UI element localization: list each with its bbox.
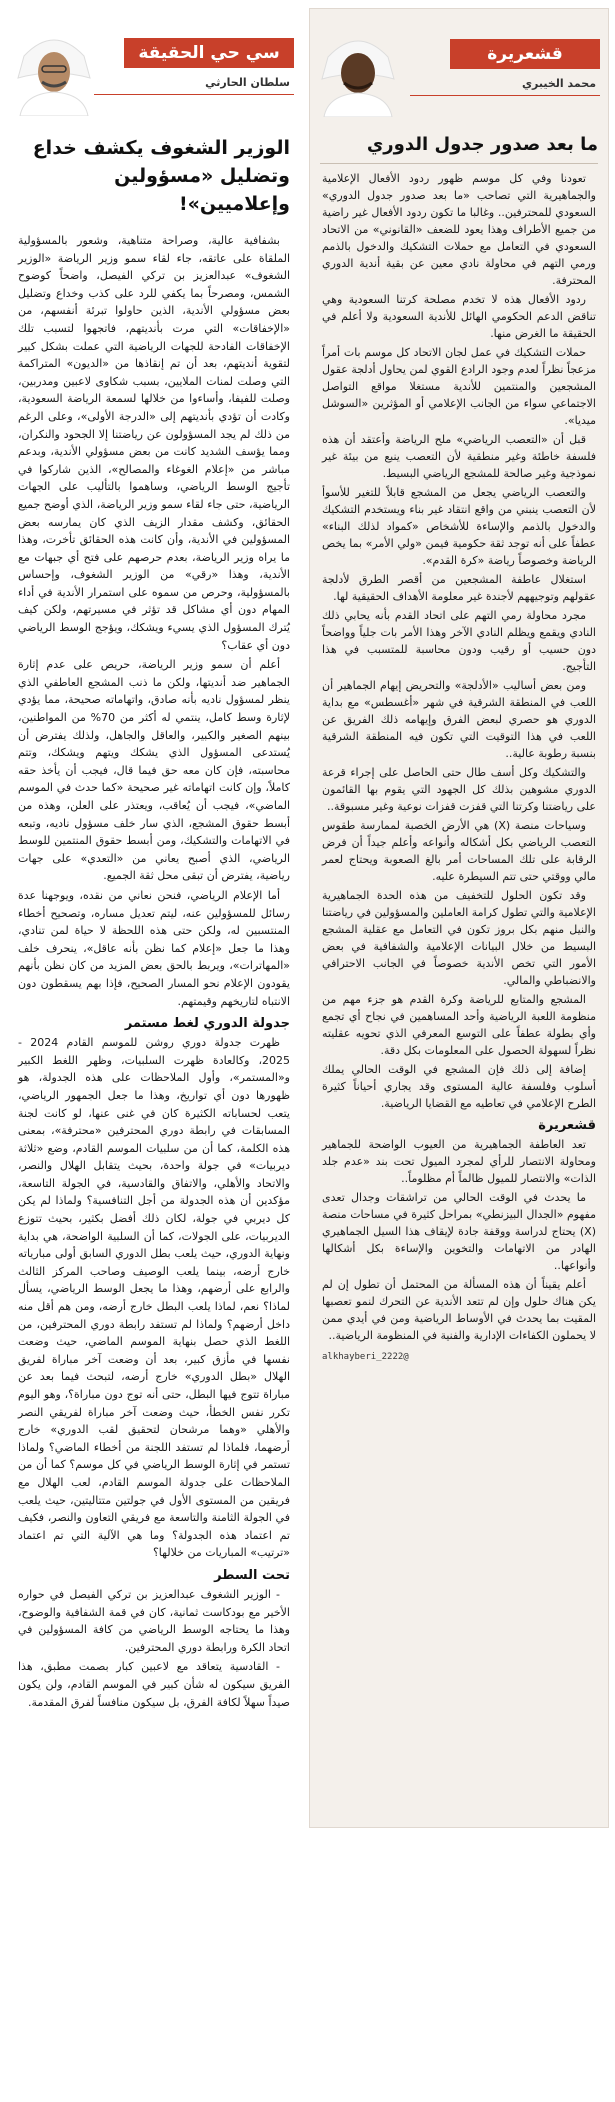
article-paragraph: استغلال عاطفة المشجعين من أقصر الطرق لأدلجة عقولهم وتوجيههم لأجندة غير معلومة الأهداف الحقيقية لها.	[322, 573, 596, 603]
section-subheading: قشعريرة	[538, 1118, 596, 1133]
article-paragraph: والتعصب الرياضي يجعل من المشجع قابلاً للتغير للأسوأ لأن التعصب ينبني من واقع انتقاد غير بناء ويستخدم التشكيك والدخول بالذمم والإساءة للأشخاص «كمواد لذلك البناء» عطفاً على أنه توجد ثقة حكومية فيمن «ولي الأمر» بما يخص الرياضة وخصوصاً رياضة «كرة القدم».	[322, 486, 596, 567]
left-column-banner	[6, 8, 302, 126]
article-paragraph: وسياحات منصة (X) هي الأرض الخصبة لممارسة طقوس التعصب الرياضي بكل أشكاله وأنواعه وأعلم جيداً أن فرض الرقابة على تلك المساحات أمر بالغ الصعوبة ويحتاج لعمر مالي ووقتي حتى تتم السيطرة عليه.	[322, 819, 596, 883]
banner-rule	[410, 95, 600, 96]
article-paragraph: ومن بعض أساليب «الأدلجة» والتحريض إيهام الجماهير أن اللعب في المنطقة الشرقية في شهر «أغسطس» مع بداية الدوري هو حصري لبعض الفرق وإيهامه ذلك الفريق عن اللعب في هذا التوقيت التي تكون فيه المنطقة الشرقية بنسبة رطوبة عالية..	[322, 679, 596, 760]
author-name: محمد الخيبري	[521, 77, 596, 90]
article-paragraph: - الوزير الشغوف عبدالعزيز بن تركي الفيصل في حواره الأخير مع بودكاست ثمانية، كان في قمة الشفافية والوضوح، وهذا ما يحتاجه الوسط الرياضي من كافة المسؤولين في اتحاد الكرة ورابطة دوري المحترفين.	[18, 1587, 290, 1654]
article-paragraph: حملات التشكيك في عمل لجان الاتحاد كل موسم بات أمراً مزعجاً نظراً لعدم وجود الرادع القوي لمن يحاول أدلجة عقول المشجعين والمنتمين للأندية مستغلا مواقع التواصل الاجتماعي سواء من الجانب الإعلامي أو المؤثرين «السوشل ميديا».	[322, 346, 596, 427]
article-body	[310, 164, 608, 1344]
article-paragraph: قبل أن «التعصب الرياضي» ملح الرياضة وأعتقد أن هذه فلسفة خاطئة وغير منطقية لأن التعصب ينبع من بيئة غير نموذجية وغير صالحة للمشجع الرياضي البسيط.	[322, 433, 596, 480]
article-paragraph: أعلم يقيناً أن هذه المسألة من المحتمل أن تطول إن لم يكن هناك حلول وإن لم تتعد الأندية عن التحرك لنمو تعصبها المقيت بما يحدث في الأوساط الرياضية ومن في أيدي ممن لا يحملون الكفاءات الإدارية والفنية في المنظومة الرياضية..	[322, 1278, 596, 1342]
article-paragraph: ردود الأفعال هذه لا تخدم مصلحة كرتنا السعودية وهي تناقض الدعم الحكومي الهائل للأندية السعودية ولا أعلم في الحقيقة ما الغرض منها.	[322, 293, 596, 340]
right-article-column	[309, 8, 609, 1828]
article-paragraph: وقد تكون الحلول للتخفيف من هذه الحدة الجماهيرية الإعلامية والتي تطول كرامة العاملين والمسؤولين في رياضتنا والنيل منهم بكل بروز تكون في التعامل مع عقلية المشجع البسيط من خلال البيانات الإعلامية والشفافية في بعض الأمور التي تخص الأندية خصوصاً في الجانب الاحترافي والانضباطي والمالي.	[322, 889, 596, 987]
author-handle[interactable]: alkhayberi_2222@	[322, 1352, 409, 1362]
article-paragraph: - القادسية يتعاقد مع لاعبين كبار بصمت مطبق، هذا الفريق سيكون له شأن كبير في الموسم القادم، ولن يكون صيداً سهلاً لكافة الفرق، بل سيكون منافساً لفرق المقدمة.	[18, 1660, 290, 1709]
article-paragraph: إضافة إلى ذلك فإن المشجع في الوقت الحالي يملك أسلوب وفلسفة عالية المستوى وقد يجاري أحياناً كثيرة الطرح الإعلامي في تعاطيه مع القضايا الرياضية.	[322, 1063, 596, 1110]
banner-rule	[94, 94, 294, 95]
author-name: سلطان الحارثي	[205, 76, 290, 89]
column-name-badge: قشعريرة	[450, 39, 600, 69]
article-paragraph: المشجع والمتابع للرياضة وكرة القدم هو جزء مهم من منظومة اللعبة الرياضية وأحد المساهمين في نجاح أي تجمع وأي بطولة عطفاً على التوسع المعرفي الذي تحويه عقليته نظراً لسهولة الحصول على المعلومات بكل دقة.	[322, 993, 596, 1057]
article-paragraph: ما يحدث في الوقت الحالي من تراشقات وجدال تعدى مفهوم «الجدال البيزنطي» بمراحل كثيرة في مساحات منصة (X) يحتاج لدراسة ووقفة جادة لإيقاف هذا السيل الجماهيري الهادر من الاتهامات والتخوين والإساءة بكل أشكالها وأنواعها..	[322, 1191, 596, 1272]
article-paragraph: ظهرت جدولة دوري روشن للموسم القادم 2024 - 2025، وكالعادة ظهرت السلبيات، وظهر اللغط الكبير و«المستمر»، وأول الملاحظات على هذه الجدولة، هو ظهورها دون أي تواريخ، وهذا ما جعل الجمهور الرياضي، يتعب لحساباته الكثيرة كان في غنى عنها، لو كانت لجنة المسابقات في رابطة دوري المحترفين «محترفة»، بمعنى هذه الكلمة، كما أن من سلبيات الموسم القادم، وضع «ثلاثة ديربيات» في جولة واحدة، بحيث يتقابل الهلال والنصر، والاتحاد والأهلي، والاتفاق والقادسية، في الجولة التاسعة، مؤكدين أن هذه الجدولة من أجل التنافسية؟ ولماذا لم يكن كل ديربي في جولة، لكان ذلك أفضل بكثير، بحيث تتوزع الديربيات، على الجولات، كما أن السلبية الواضحة، هي بداية ونهاية الدوري، حيث يلعب بطل الدوري السابق أولى مبارياته خارج أرضه، بينما يلعب الوصيف وصاحب المركز الثالث والرابع على أرضهم، وهذا ما يجعل الوسط الرياضي، يسأل لماذا؟ نعم، لماذا يلعب البطل خارج أرضه، ومن هم أقل منه داخل أرضهم؟ ولماذا لم تستفد رابطة دوري المحترفين، من اللغط الذي حصل بنهاية الموسم الماضي، حيث وضعت نفسها في مأزق كبير، بعد أن وضعت آخر مباراة لفريق الهلال «بطل الدوري» خارج أرضه، لتبحث فيما بعد عن مباراة تتوج فيها البطل، حتى أنه توج دون مباراة؟، وهو اليوم تكرر نفس الخطأ، حيث وضعت آخر مباراة لفريقي النصر والأهلي «وهما مرشحان لتحقيق لقب الدوري» خارج أرضهما، فلماذا لم تستفد اللجنة من أخطاء الماضي؟ ولماذا تستمر في إثارة الوسط الرياضي في كل موسم؟ كما أن من الملاحظات على جدولة الموسم القادم، لعب الهلال مع فريقين من المستوى الأول في جولتين متتاليتين، حيث يلعب في الجولة الثامنة والتاسعة مع فريقي التعاون والنصر، فكيف تم اعتماد هذه الجدولة؟ وما هي الآلية التي تم اعتماد «ترتيب» المباريات من خلالها؟	[18, 1036, 290, 1560]
right-column-banner	[310, 9, 608, 127]
article-paragraph: والتشكيك وكل أسف طال حتى الحاصل على إجراء قرعة الدوري مشوهين بذلك كل الجهود التي يقوم بها القائمون على رياضتنا وكرتنا التي قفزت قفزات نوعية وغير مسبوقة..	[322, 766, 596, 813]
article-body	[6, 226, 302, 1711]
section-subheading: جدولة الدوري لغط مستمر	[124, 1016, 290, 1032]
author-photo-left	[12, 16, 96, 116]
article-paragraph: مجرد محاولة رمي التهم على اتحاد القدم بأنه يحابي ذلك النادي ويقمع ويظلم النادي الآخر وهذا الأمر بات جلياً وواضحاً دون حسيب أو رقيب ودون محاسبة للمتسبب في هذا التأجيج.	[322, 609, 596, 673]
column-name-badge: سي حي الحقيقة	[124, 38, 294, 68]
article-headline: ما بعد صدور جدول الدوري	[320, 133, 598, 164]
article-paragraph: تعودنا وفي كل موسم ظهور ردود الأفعال الإعلامية والجماهيرية التي تصاحب «ما بعد صدور جدول الدوري» السعودي للمحترفين.. وغالبا ما تكون ردود الأفعال غير راضية من جميع الأطراف وهذا يعود للضعف «القانوني» من الاتحاد السعودي في التعامل مع حملات التشكيك والدخول بالذمم ورمي التهم في محاولة نادي معين عن بقية أندية الدوري المحترفة.	[322, 172, 596, 287]
section-subheading: تحت السطر	[214, 1567, 290, 1583]
left-article-column	[6, 8, 302, 2098]
article-paragraph: أعلم أن سمو وزير الرياضة، حريص على عدم إثارة الجماهير ضد أنديتها، ولكن ما ذنب المشجع العاطفي الذي ينظر لمسؤول ناديه بأنه صادق، واتهاماته صحيحة، مما يؤدي لإثارة وسط كامل، ينتمي له أكثر من 70% من المواطنين، بينهم الصغير والكبير، والعاقل والجاهل، ولذلك يفترض أن يُستدعى المسؤول الذي يشكك ويتهم ويشكك، وتتم محاسبته، فإن كان معه حق فيما قال، فيجب أن يأخذ حقه كاملاً، وإن كانت اتهاماته غير صحيحة «كما حدث في الموسم الماضي»، فيجب أن يُعاقب، ويعتذر على العلن، وهذه من أبسط حقوق المشجع، الذي سار خلف مسؤول ناديه، وتبعه في الاتهامات والتشكيك، ومن أبسط حقوق المنتمين للوسط الرياضي، الذي أصبح يعاني من «التعدي» على جهات رياضية، يفترض أن تبقى محل ثقة الجميع.	[18, 658, 290, 883]
article-paragraph: أما الإعلام الرياضي، فنحن نعاني من نقده، ويوجهنا عدة رسائل للمسؤولين عنه، ليتم تعديل مساره، وتصحيح أخطاء المنتسبين له، ولكن حتى هذه اللحظة لا حياة لمن تنادي، وهذا ما جعل «إعلام كما نظن بأنه عاقل»، ينحرف خلف «المهاترات»، ويربط بالحق بعض المزيد من كان نظن بأنهم يقودون الإعلام نحو المسار الصحيح، فإذا بهم يسقطون دون الانتباه لتاريخهم وقيمتهم.	[18, 888, 290, 1008]
article-paragraph: تعد العاطفة الجماهيرية من العيوب الواضحة للجماهير ومحاولة الانتصار للرأي لمجرد الميول تحت بند «عدم جلد الذات» والانتصار للميول ظالماً أم مظلوماً..	[322, 1138, 596, 1185]
author-photo-right	[316, 17, 400, 117]
article-headline: الوزير الشغوف يكشف خداع وتضليل «مسؤولين وإعلاميين»!	[32, 137, 290, 215]
article-paragraph: بشفافية عالية، وصراحة متناهية، وشعور بالمسؤولية الملقاة على عاتقه، جاء لقاء سمو وزير الرياضة «الوزير الشغوف» عبدالعزيز بن تركي الفيصل، واضحاً كوضوح الشمس، ومصرحاً بما يكفي للرد على كذب وخداع وتضليل بعض مسؤولي الأندية، الذين حاولوا تبرئة أنفسهم، من «الإخفاقات» التي مرت بأنديتهم، فاتجهوا لتسبب تلك الإخفاقات الفادحة للجهات الرياضية التي عملت بشكل كبير لتقوية أنديتهم، بعد أن تم إنقاذها من «الديون» المتراكمة التي وصلت لمنات الملايين، بسبب شكاوى لاعبين ومدربين، وصلت للفيفا، وأساءوا من خلالها لسمعة الرياضة السعودية، وكادت أن تؤدي بأنديتهم إلى «الدرجة الأولى»، وعلى الرغم من ذلك لم يجد المسؤولون عن رياضتنا إلا الجحود والنكران، ومما يؤسف الشديد كانت من بعض مسؤولي الأندية، وبدعم مباشر من «إعلام الغوغاء والمصالح»، الذين شاركوا في تأجيج الوسط الرياضي، وساهموا بالتأليب على الجهات الرياضية، حتى جاء لقاء سمو وزير الرياضة، الذي أوضح جميع الحقائق، وكشف مقدار الزيف الذي كان يمارسه بعض المسؤولين في الأندية، وأن كانت هذه الحقائق تأخرت، وهذا ما يراه وزير الرياضة، بعدم حرصهم على فتح أي جبهات مع الأندية، وهذا «رقي» من الوزير الشغوف، وإحساس بالمسؤولية، وحرص من سموه على استمرار الأندية في أداء المهام دون أي مشاكل قد تؤثر في مسيرتهم، ولكن كيف يُترك المسؤول الذي يسيء ويشكك، ويؤجج الوسط الرياضي دون أي عقاب؟	[18, 234, 290, 652]
